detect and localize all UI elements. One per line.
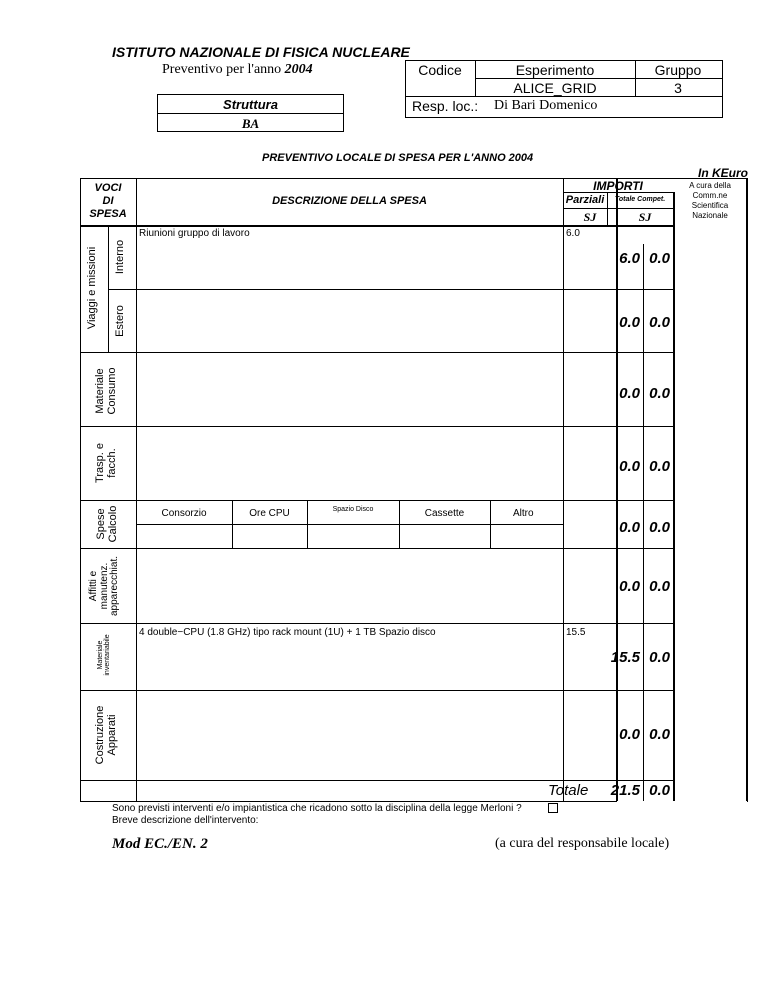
calcolo-col-altro: Altro <box>513 508 534 519</box>
cura-commissione-header: A cura della Comm.ne Scientifica Nazionale <box>689 181 731 220</box>
calcolo-col-consorzio: Consorzio <box>161 508 207 519</box>
label-spese-calcolo: Spese Calcolo <box>95 505 119 543</box>
totale-compet-header: Totale Compet. <box>614 196 666 203</box>
resp-label: Resp. loc.: <box>412 98 479 114</box>
interno-parziale: 6.0 <box>566 228 580 239</box>
trasp-totale: 0.0 <box>619 458 640 475</box>
institute-name: ISTITUTO NAZIONALE DI FISICA NUCLEARE <box>112 44 410 60</box>
calcolo-col-spazio-disco: Spazio Disco <box>332 506 374 513</box>
esperimento-label: Esperimento <box>515 62 595 78</box>
label-viaggi: Viaggi e missioni <box>86 246 98 330</box>
calcolo-totale: 0.0 <box>619 519 640 536</box>
label-costruzione-apparati: Costruzione Apparati <box>94 705 118 765</box>
descrizione-header: DESCRIZIONE DELLA SPESA <box>272 195 427 207</box>
interno-description: Riunioni gruppo di lavoro <box>139 228 250 239</box>
struttura-value: BA <box>241 116 260 131</box>
trasp-sj: 0.0 <box>649 458 670 475</box>
struttura-label: Struttura <box>223 97 278 112</box>
resp-value: Di Bari Domenico <box>494 98 598 113</box>
unit-label: In KEuro <box>698 166 748 180</box>
costruzione-sj: 0.0 <box>649 726 670 743</box>
label-estero: Estero <box>114 305 126 337</box>
importi-header: IMPORTI <box>593 179 643 193</box>
mod-label: Mod EC./EN. 2 <box>112 836 208 852</box>
label-affitti: Affitti e manutenz. apparecchiat. <box>88 555 120 617</box>
totale-label: Totale <box>548 782 589 799</box>
affitti-totale: 0.0 <box>619 578 640 595</box>
calcolo-col-ore-cpu: Ore CPU <box>249 508 290 519</box>
inventariabile-description: 4 double−CPU (1.8 GHz) tipo rack mount (1U) + 1 TB Spazio disco <box>139 627 436 638</box>
sj-header-1: SJ <box>583 210 597 224</box>
calcolo-sj: 0.0 <box>649 519 670 536</box>
preventivo-year: 2004 <box>284 62 313 77</box>
page-title: PREVENTIVO LOCALE DI SPESA PER L'ANNO 2004 <box>262 152 534 164</box>
consumo-totale: 0.0 <box>619 385 640 402</box>
interno-sj: 0.0 <box>649 250 670 267</box>
breve-descrizione: Breve descrizione dell'intervento: <box>112 815 259 826</box>
costruzione-totale: 0.0 <box>619 726 640 743</box>
expense-table <box>80 178 748 802</box>
estero-sj: 0.0 <box>649 314 670 331</box>
voci-header: VOCI DI SPESA <box>89 182 127 220</box>
codice-label: Codice <box>418 62 462 78</box>
inventariabile-sj: 0.0 <box>649 649 670 666</box>
merloni-checkbox[interactable] <box>548 803 558 813</box>
consumo-sj: 0.0 <box>649 385 670 402</box>
preventivo-line <box>162 62 313 78</box>
estero-totale: 0.0 <box>619 314 640 331</box>
interno-totale: 6.0 <box>619 250 640 267</box>
parziali-header: Parziali <box>565 194 605 206</box>
gruppo-value: 3 <box>674 80 682 96</box>
totale-sj: 0.0 <box>649 782 670 799</box>
sj-header-2: SJ <box>638 210 652 224</box>
inventariabile-parziale: 15.5 <box>566 627 586 638</box>
label-trasp-facch: Trasp. e facch. <box>94 443 118 483</box>
merloni-question: Sono previsti interventi e/o impiantistica che ricadono sotto la disciplina della legge Merloni ? <box>112 803 522 814</box>
affitti-sj: 0.0 <box>649 578 670 595</box>
inventariabile-totale: 15.5 <box>610 649 640 666</box>
esperimento-value: ALICE_GRID <box>513 80 597 96</box>
cura-responsabile: (a cura del responsabile locale) <box>495 836 670 851</box>
label-interno: Interno <box>114 239 126 275</box>
label-materiale-inventariabile: Materiale inventariabile <box>97 634 112 676</box>
gruppo-label: Gruppo <box>654 62 702 78</box>
calcolo-col-cassette: Cassette <box>424 508 465 519</box>
preventivo-prefix: Preventivo per l'anno <box>162 62 282 77</box>
totale-value: 21.5 <box>610 782 640 799</box>
label-materiale-consumo: Materiale Consumo <box>94 367 118 415</box>
